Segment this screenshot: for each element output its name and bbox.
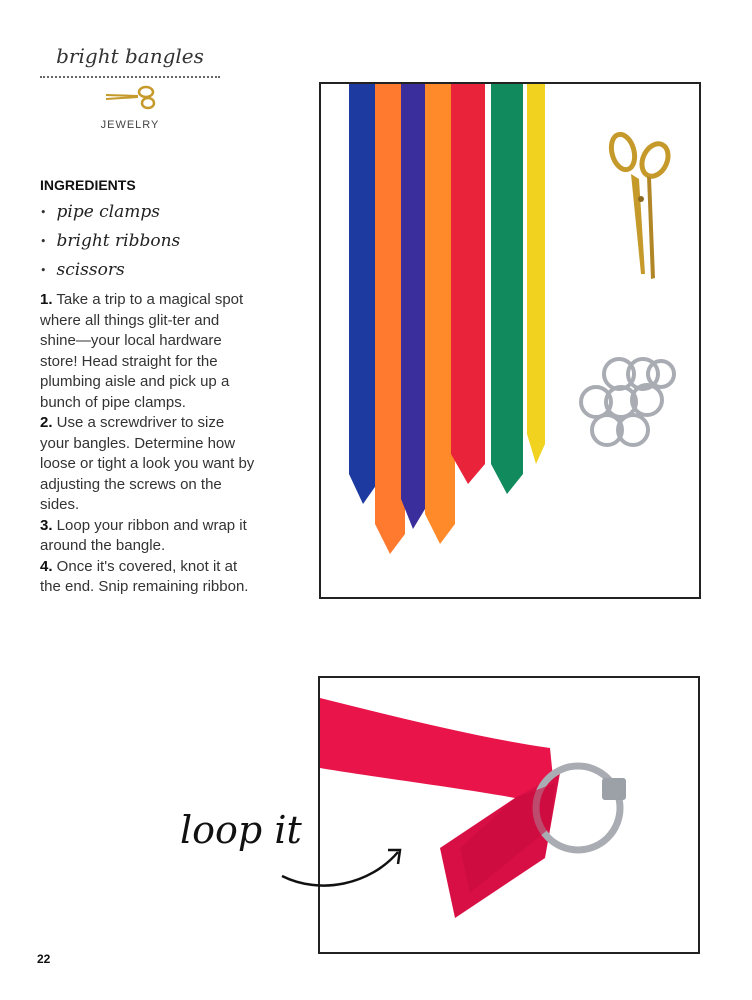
title-divider [40, 76, 220, 78]
scissors-icon [104, 84, 158, 110]
ribbons [349, 84, 545, 554]
instructions [40, 290, 255, 598]
ingredients-heading: INGREDIENTS [40, 177, 136, 193]
page-number: 22 [37, 952, 51, 966]
ingredients-list [40, 198, 180, 285]
section-title: bright bangles [56, 44, 204, 68]
loop-illustration [320, 678, 698, 952]
loop-photo [318, 676, 700, 954]
step-number: 4. [40, 557, 53, 575]
loop-it-annotation: loop it [180, 808, 302, 852]
curved-arrow-icon [280, 840, 410, 900]
ribbon [425, 84, 455, 544]
step-text: Use a screwdriver to size your bangles. Determine how loose or tight a look you want by adjusting the screws on the sides. [40, 414, 255, 513]
ribbon [349, 84, 377, 504]
ribbon [401, 84, 425, 529]
step [40, 290, 255, 413]
step-number: 3. [40, 516, 53, 534]
materials-illustration [321, 84, 699, 597]
step-number: 1. [40, 291, 53, 308]
materials-photo [319, 82, 701, 599]
ribbon [451, 84, 485, 484]
ribbon [491, 84, 523, 494]
step [40, 413, 255, 516]
step [40, 516, 255, 557]
step [40, 557, 255, 598]
step-number: 2. [40, 414, 53, 431]
step-text: Loop your ribbon and wrap it around the bangle. [40, 516, 247, 554]
ribbon [375, 84, 405, 554]
step-text: Take a trip to a magical spot where all things glit-ter and shine—your local hardware store! Head straight for the plumbing aisle and pick up a bunch of pipe clamps. [40, 291, 244, 411]
step-text: Once it's covered, knot it at the end. Snip remaining ribbon. [40, 557, 249, 595]
ingredient-item: • scissors [40, 256, 180, 285]
ribbon [527, 84, 545, 464]
ingredient-item: • pipe clamps [40, 198, 180, 227]
ingredient-item: • bright ribbons [40, 227, 180, 256]
pipe-clamps [581, 359, 674, 445]
gold-scissors-icon [608, 132, 673, 279]
category-label: JEWELRY [100, 119, 160, 131]
